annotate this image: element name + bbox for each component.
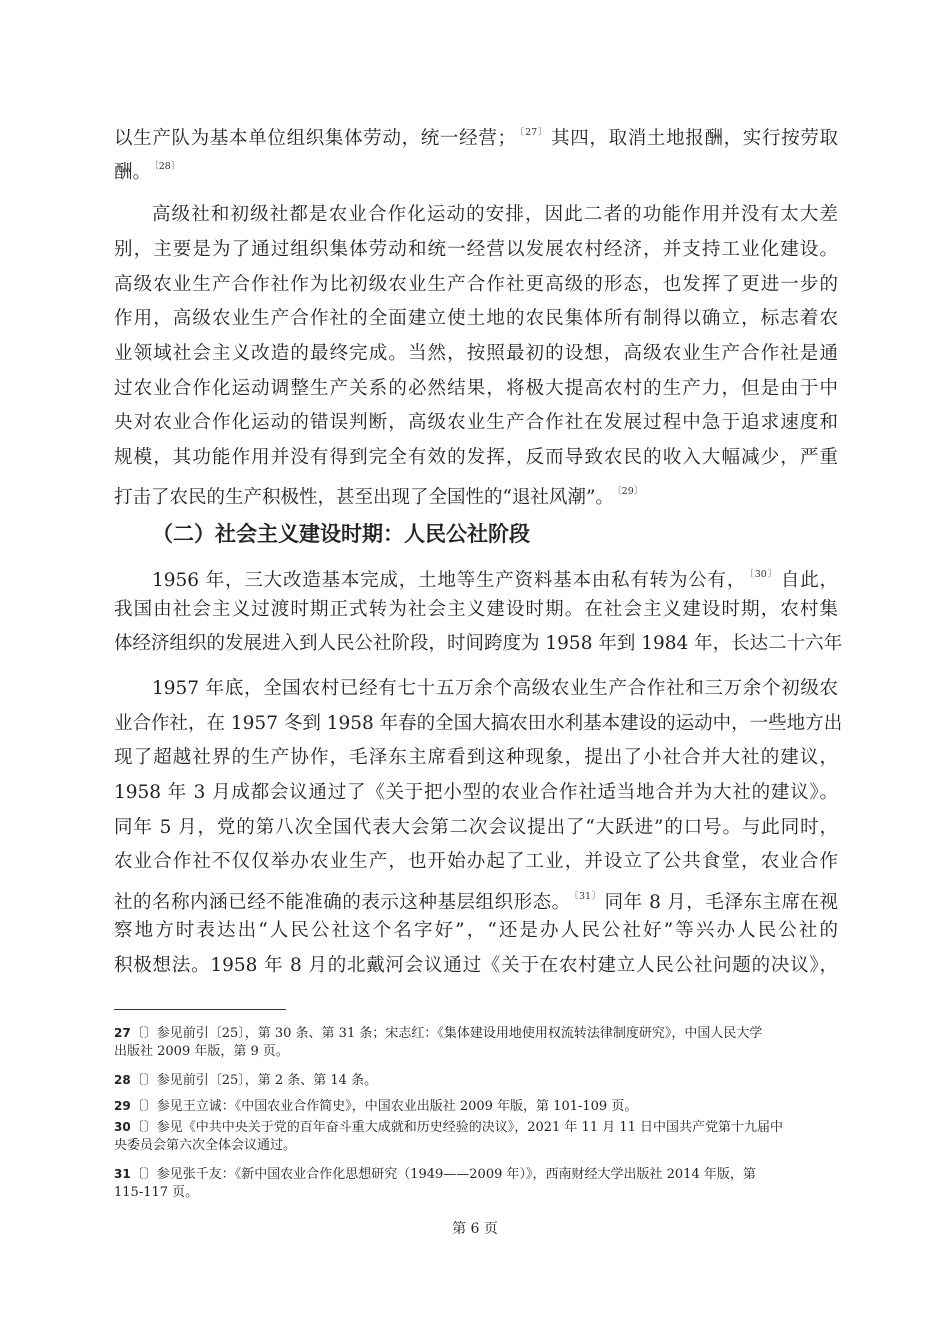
footnote-29: 29〔〕参见王立诚：《中国农业合作简史》，中国农业出版社 2009 年版，第 101-109 页。 bbox=[114, 1099, 638, 1114]
body-line: 1956 年，三大改造基本完成，土地等生产资料基本由私有转为公有， $^{〔30〕}$ 自此， bbox=[152, 569, 838, 591]
citation-ref: 〔31〕 bbox=[573, 891, 602, 902]
citation-ref: 〔27〕 bbox=[519, 127, 549, 138]
citation-ref: 〔29〕 bbox=[616, 486, 644, 497]
footnote-31: 31〔〕参见张千友：《新中国农业合作化思想研究（1949——2009 年）》，西南财经大学出版社 2014 年版，第 115-117 页。 bbox=[114, 1167, 756, 1200]
body-line: 打击了农民的生产积极性，甚至出现了全国性的“退社风潮”。 $^{〔29〕}$ bbox=[114, 486, 644, 508]
body-line: 同年 5 月，党的第八次全国代表大会第二次会议提出了“大跃进”的口号。与此同时， bbox=[114, 817, 838, 838]
body-line: 以生产队为基本单位组织集体劳动，统一经营； $^{〔27〕}$ 其四，取消土地报酬，实行按劳取 bbox=[114, 127, 838, 149]
body-line: 高级社和初级社都是农业合作化运动的安排，因此二者的功能作用并没有太大差 bbox=[152, 204, 838, 225]
footnote-30: 30〔〕参见《中共中央关于党的百年奋斗重大成就和历史经验的决议》，2021 年 11 月 11 日中国共产党第十九届中 央委员会第六次全体会议通过。 bbox=[114, 1120, 784, 1153]
body-line: 我国由社会主义过渡时期正式转为社会主义建设时期。在社会主义建设时期，农村集 bbox=[114, 599, 838, 620]
body-line: 酬。 $^{〔28〕}$ bbox=[114, 161, 181, 183]
body-line: 察地方时表达出“人民公社这个名字好”，“还是办人民公社好”等兴办人民公社的 bbox=[114, 920, 838, 941]
body-line: 积极想法。1958 年 8 月的北戴河会议通过《关于在农村建立人民公社问题的决议》， bbox=[114, 955, 838, 976]
body-line: 业合作社，在 1957 冬到 1958 年春的全国大搞农田水利基本建设的运动中，一些地方出 bbox=[114, 713, 843, 734]
body-line: 高级农业生产合作社作为比初级农业生产合作社更高级的形态，也发挥了更进一步的 bbox=[114, 274, 838, 295]
citation-ref: 〔30〕 bbox=[749, 569, 778, 580]
footnote-separator bbox=[114, 1009, 286, 1010]
body-line: 规模，其功能作用并没有得到完全有效的发挥，反而导致农民的收入大幅减少，严重 bbox=[114, 447, 838, 468]
section-heading: （二）社会主义建设时期：人民公社阶段 bbox=[152, 522, 530, 546]
body-line: 作用，高级农业生产合作社的全面建立使土地的农民集体所有制得以确立，标志着农 bbox=[114, 308, 838, 329]
body-line: 别，主要是为了通过组织集体劳动和统一经营以发展农村经济，并支持工业化建设。 bbox=[114, 239, 838, 260]
body-line: 体经济组织的发展进入到人民公社阶段，时间跨度为 1958 年到 1984 年，长达二十六年 bbox=[114, 633, 843, 654]
body-line: 过农业合作化运动调整生产关系的必然结果，将极大提高农村的生产力，但是由于中 bbox=[114, 378, 838, 399]
footnote-28: 28〔〕参见前引〔25〕，第 2 条、第 14 条。 bbox=[114, 1073, 378, 1088]
body-line: 现了超越社界的生产协作，毛泽东主席看到这种现象，提出了小社合并大社的建议， bbox=[114, 747, 838, 768]
body-line: 1957 年底，全国农村已经有七十五万余个高级农业生产合作社和三万余个初级农 bbox=[152, 678, 838, 699]
body-line: 央对农业合作化运动的错误判断，高级农业生产合作社在发展过程中急于追求速度和 bbox=[114, 412, 838, 433]
page-number: 第 6 页 bbox=[452, 1221, 498, 1237]
citation-ref: 〔28〕 bbox=[154, 161, 181, 172]
body-line: 农业合作社不仅仅举办农业生产，也开始办起了工业，并设立了公共食堂，农业合作 bbox=[114, 851, 838, 872]
body-line: 社的名称内涵已经不能准确的表示这种基层组织形态。 $^{〔31〕}$ 同年 8 月，毛泽东主席在视 bbox=[114, 891, 838, 913]
body-line: 业领域社会主义改造的最终完成。当然，按照最初的设想，高级农业生产合作社是通 bbox=[114, 343, 838, 364]
footnote-27: 27〔〕参见前引〔25〕，第 30 条、第 31 条；宋志红：《集体建设用地使用权流转法律制度研究》，中国人民大学 出版社 2009 年版，第 9 页。 bbox=[114, 1026, 763, 1059]
body-line: 1958 年 3 月成都会议通过了《关于把小型的农业合作社适当地合并为大社的建议》。 bbox=[114, 782, 838, 803]
